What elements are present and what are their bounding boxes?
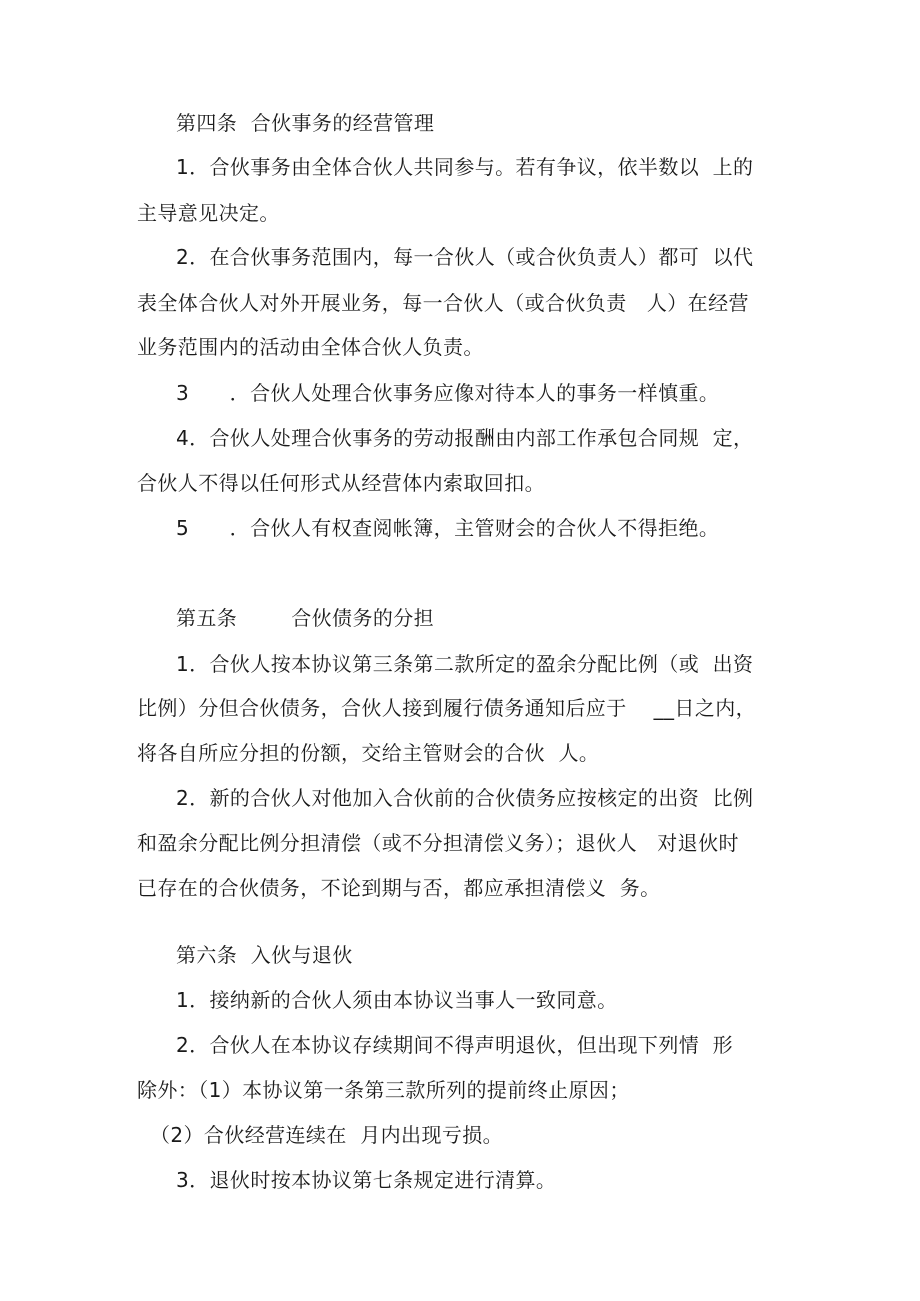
article-4-item-4-cont: 合伙人不得以任何形式从经营体内索取回扣。 [137, 471, 545, 495]
article-6-item-2-sub-2: （2）合伙经营连续在 月内出现亏损。 [150, 1123, 504, 1147]
article-5-heading: 第五条 合伙债务的分担 [176, 606, 435, 630]
article-4-item-1-cont: 主导意见决定。 [137, 201, 280, 225]
article-5-item-1-cont-1: 比例）分但合伙债务，合伙人接到履行债务通知后应于 __日之内， [137, 696, 757, 720]
article-5-item-2-cont-1: 和盈余分配比例分担清偿（或不分担清偿义务）；退伙人 对退伙时 [137, 831, 739, 855]
article-6-item-3: 3．退伙时按本协议第七条规定进行清算。 [176, 1168, 557, 1192]
article-5-item-2: 2．新的合伙人对他加入合伙前的合伙债务应按核定的出资 比例 [176, 786, 754, 810]
article-4-item-3: 3 ．合伙人处理合伙事务应像对待本人的事务一样慎重。 [176, 381, 720, 405]
article-6-item-2: 2．合伙人在本协议存续期间不得声明退伙，但出现下列情 形 [176, 1033, 734, 1057]
article-4-item-1: 1．合伙事务由全体合伙人共同参与。若有争议，依半数以 上的 [176, 155, 754, 179]
article-5-item-1: 1．合伙人按本协议第三条第二款所定的盈余分配比例（或 出资 [176, 652, 754, 676]
article-4-item-5: 5 ．合伙人有权查阅帐簿，主管财会的合伙人不得拒绝。 [176, 516, 720, 540]
article-5-item-1-cont-2: 将各自所应分担的份额，交给主管财会的合伙 人。 [137, 741, 600, 765]
article-4-item-2-cont-2: 业务范围内的活动由全体合伙人负责。 [137, 335, 484, 359]
article-6-item-1: 1．接纳新的合伙人须由本协议当事人一致同意。 [176, 988, 618, 1012]
article-5-item-2-cont-2: 已存在的合伙债务，不论到期与否，都应承担清偿义 务。 [137, 876, 661, 900]
article-6-item-2-cont: 除外：（1）本协议第一条第三款所列的提前终止原因； [137, 1078, 630, 1102]
article-6-heading: 第六条 入伙与退伙 [176, 943, 353, 967]
article-4-heading: 第四条 合伙事务的经营管理 [176, 111, 435, 135]
article-4-item-4: 4．合伙人处理合伙事务的劳动报酬由内部工作承包合同规 定， [176, 426, 754, 450]
article-4-item-2-cont-1: 表全体合伙人对外开展业务，每一合伙人（或合伙负责 人）在经营 [137, 291, 749, 315]
article-4-item-2: 2．在合伙事务范围内，每一合伙人（或合伙负责人）都可 以代 [176, 245, 754, 269]
